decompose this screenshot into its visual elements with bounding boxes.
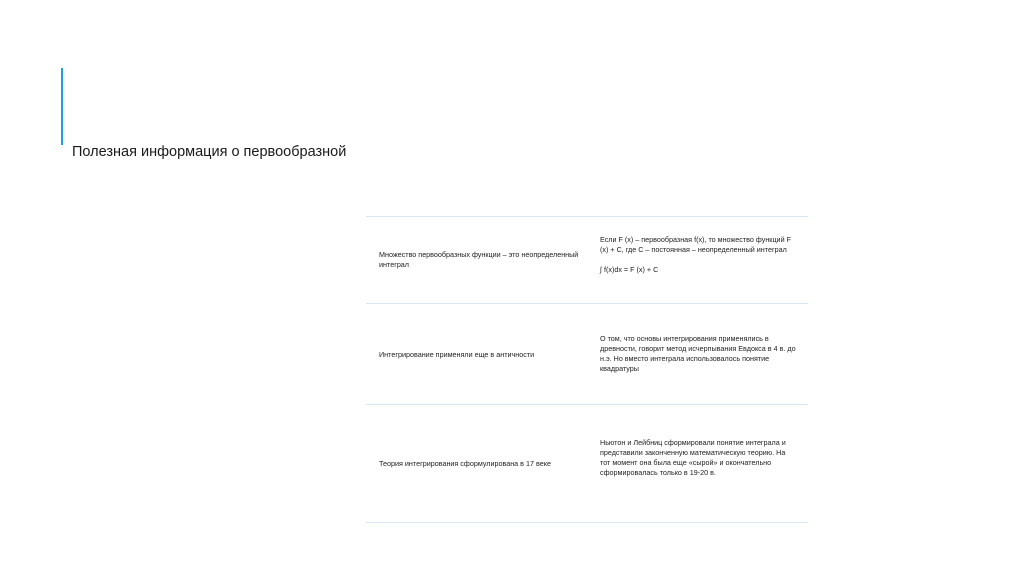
table-row-2-right: [600, 334, 796, 374]
row-divider: [366, 522, 808, 523]
table-row-1-right-text: Если F (x) – первообразная f(x), то множество функций F (x) + C, где C – постоянная – неопределенный интеграл: [600, 235, 791, 254]
table-row-3-right: [600, 438, 796, 478]
row-divider: [366, 404, 808, 405]
accent-bar: [61, 68, 63, 145]
table-row-2-left: Интегрирование применяли еще в античности: [379, 350, 535, 359]
table-row-1-left: Множество первообразных функции – это неопределенный интеграл: [379, 250, 579, 269]
table-row-2-right-text: О том, что основы интегрирования применялись в древности, говорит метод исчерпывания Евдокса в 4 в. до н.э. Но вместо интеграла использовалось понятие квадратуры: [600, 334, 796, 373]
slide-title: Полезная информация о первообразной: [72, 144, 347, 160]
table-row-1-right: [600, 235, 796, 275]
table-row-3-right-text: Ньютон и Лейбниц сформировали понятие интеграла и представили законченную математическую теорию. На тот момент она была еще «сырой» и окончательно сформировалась только в 19-20 в.: [600, 438, 786, 477]
row-divider: [366, 303, 808, 304]
integral-formula: ∫ f(x)dx = F (x) + C: [600, 265, 659, 274]
row-divider: [366, 216, 808, 217]
table-row-3-left: Теория интегрирования сформулирована в 17 веке: [379, 459, 551, 468]
